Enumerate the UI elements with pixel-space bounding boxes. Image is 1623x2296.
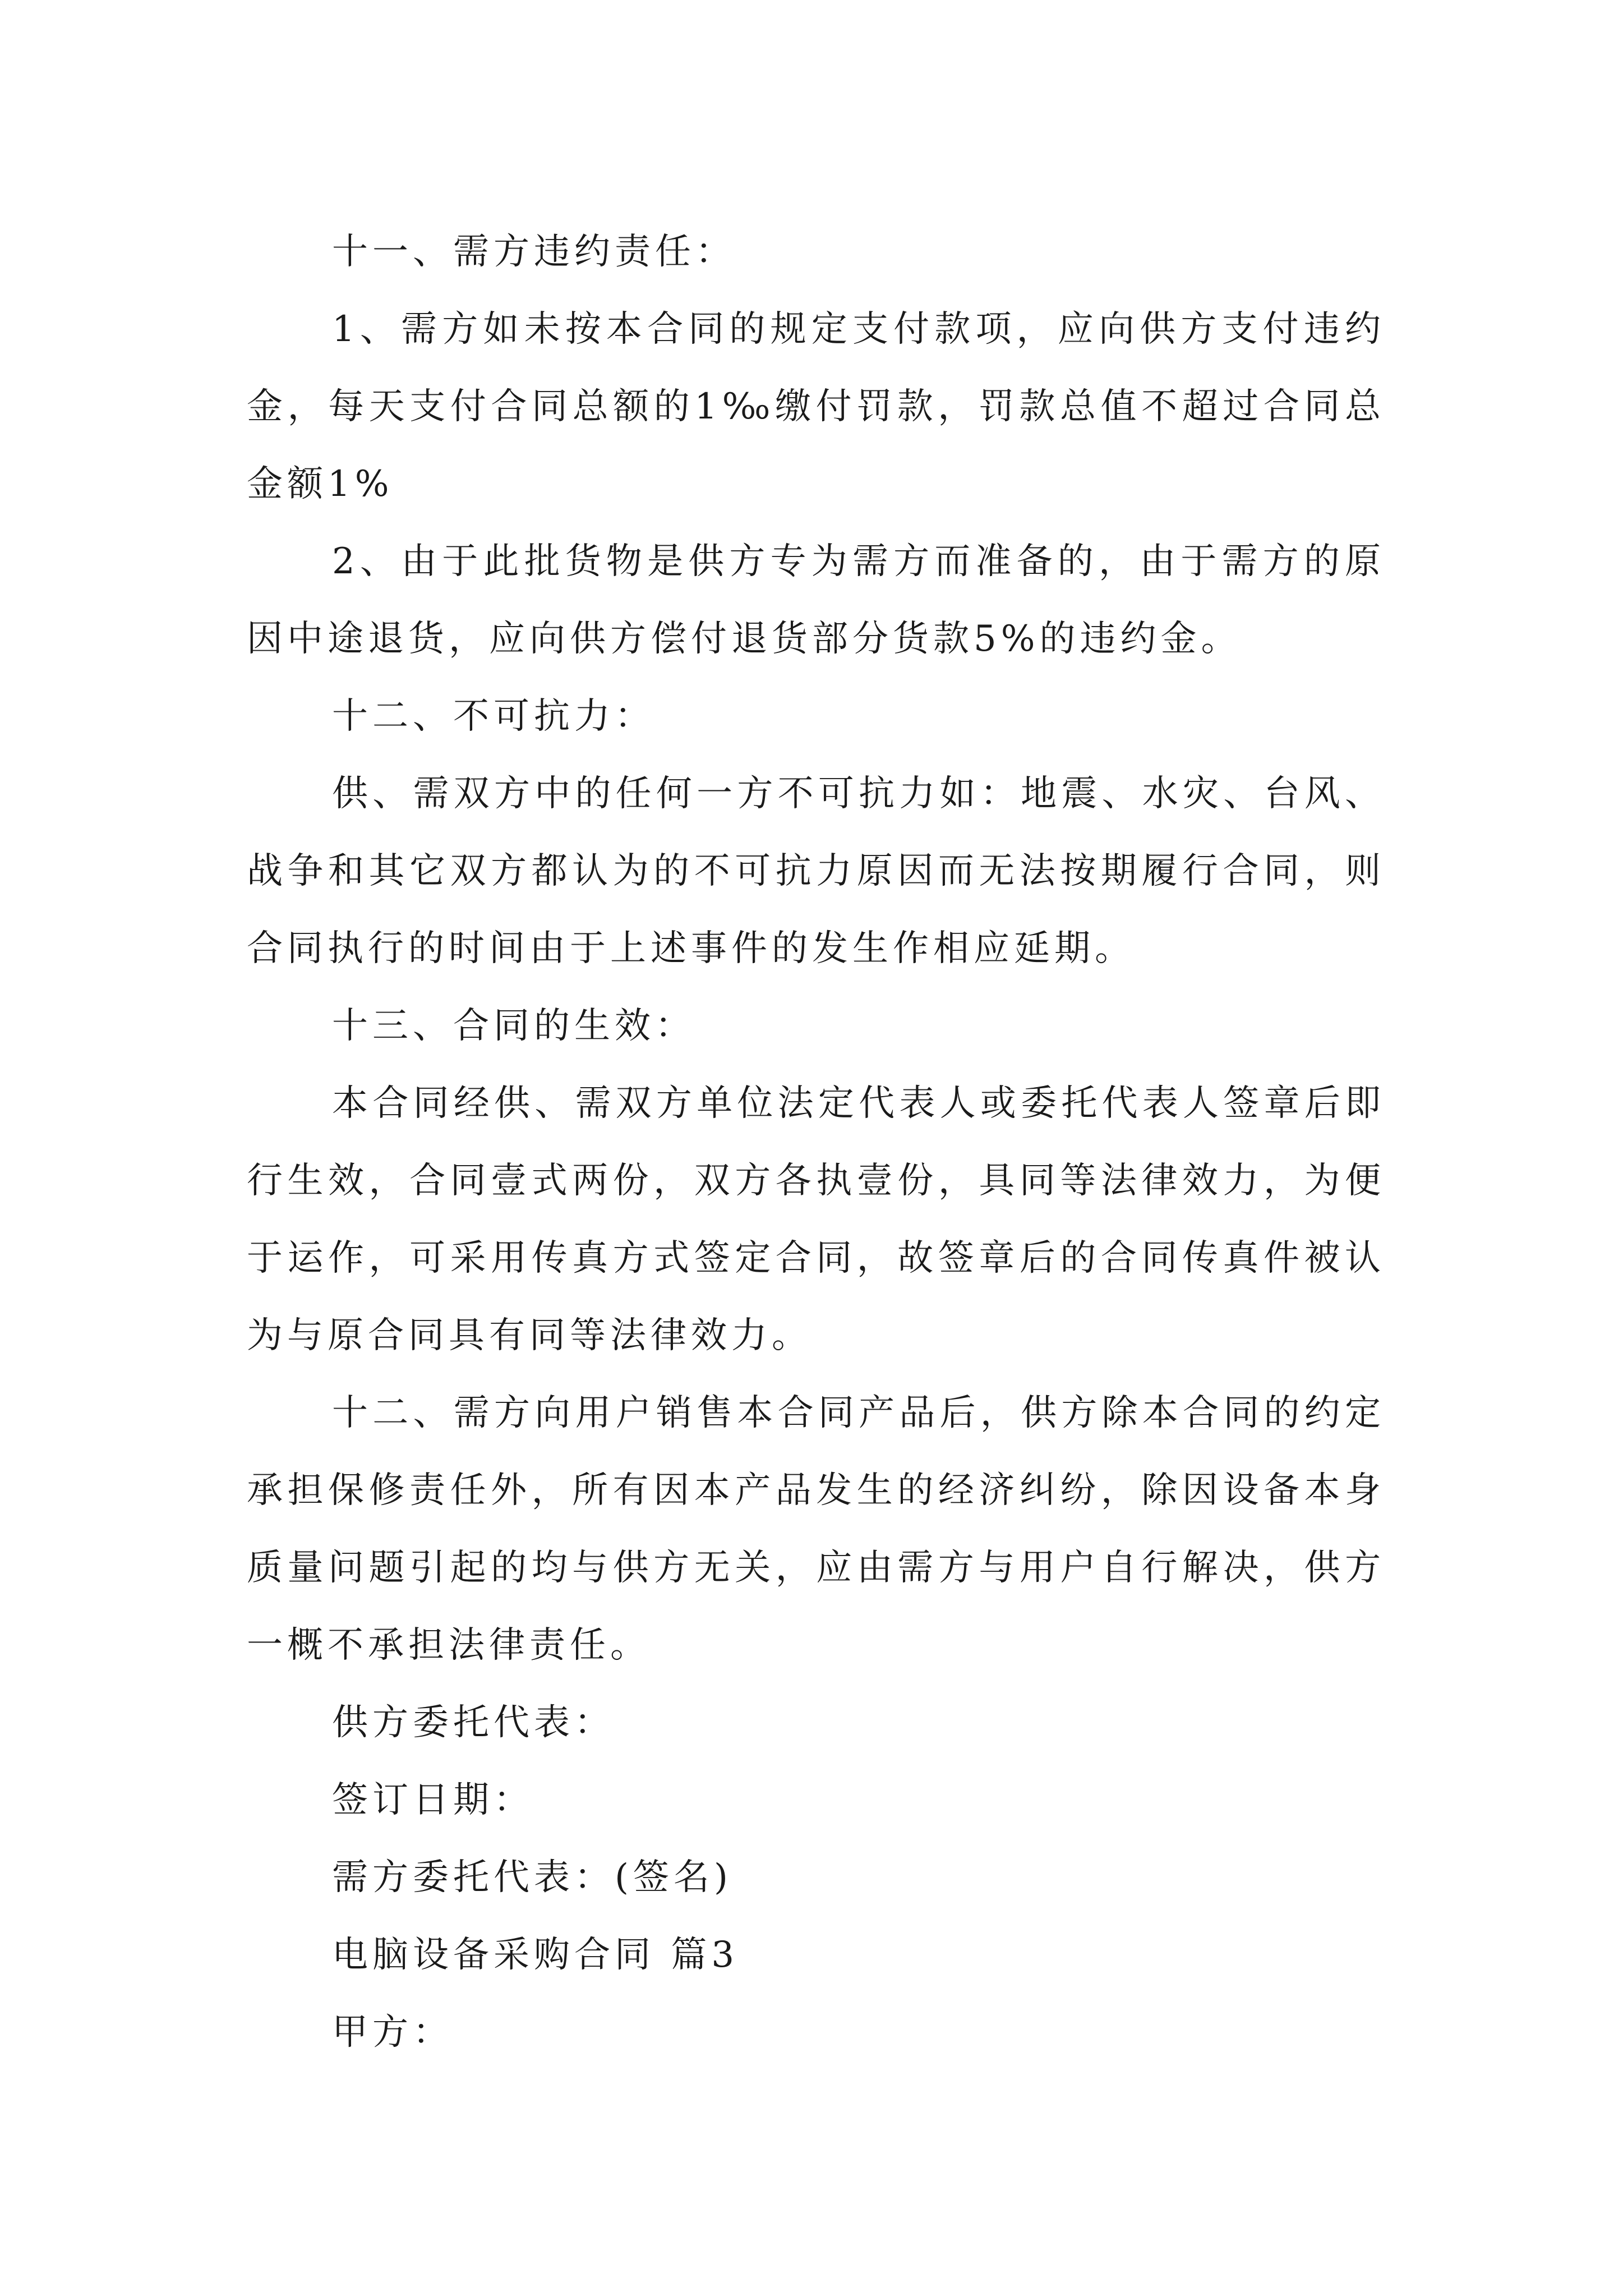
signing-date-label: 签订日期：	[332, 1779, 534, 1821]
document-body	[247, 213, 1385, 2071]
contract-section-title: 电脑设备采购合同 篇3	[332, 1934, 739, 1976]
party-a-label: 甲方：	[332, 2012, 453, 2053]
force-majeure-clause: 供、需双方中的任何一方不可抗力如：地震、水灾、台风、战争和其它双方都认为的不可抗力原因而无法按期履行合同，则合同执行的时间由于上述事件的发生作相应延期。	[247, 773, 1385, 969]
section-11-heading: 十一、需方违约责任：	[332, 231, 736, 273]
section-13-heading: 十三、合同的生效：	[332, 1005, 695, 1047]
section-12b-clause: 十二、需方向用户销售本合同产品后，供方除本合同的约定承担保修责任外，所有因本产品发生的经济纠纷，除因设备本身质量问题引起的均与供方无关，应由需方与用户自行解决，供方一概不承担法律责任。	[247, 1392, 1385, 1666]
effectiveness-clause: 本合同经供、需双方单位法定代表人或委托代表人签章后即行生效，合同壹式两份，双方各执壹份，具同等法律效力，为便于运作，可采用传真方式签定合同，故签章后的合同传真件被认为与原合同具有同等法律效力。	[247, 1083, 1385, 1356]
supplier-representative-label: 供方委托代表：	[332, 1702, 615, 1743]
clause-11-2: 2、由于此批货物是供方专为需方而准备的，由于需方的原因中途退货，应向供方偿付退货部分货款5%的违约金。	[247, 541, 1385, 660]
buyer-representative-label: 需方委托代表：(签名)	[332, 1857, 732, 1898]
section-12-heading: 十二、不可抗力：	[332, 696, 655, 737]
clause-11-1: 1、需方如未按本合同的规定支付款项，应向供方支付违约金，每天支付合同总额的1‰缴付罚款，罚款总值不超过合同总金额1%	[247, 309, 1385, 505]
